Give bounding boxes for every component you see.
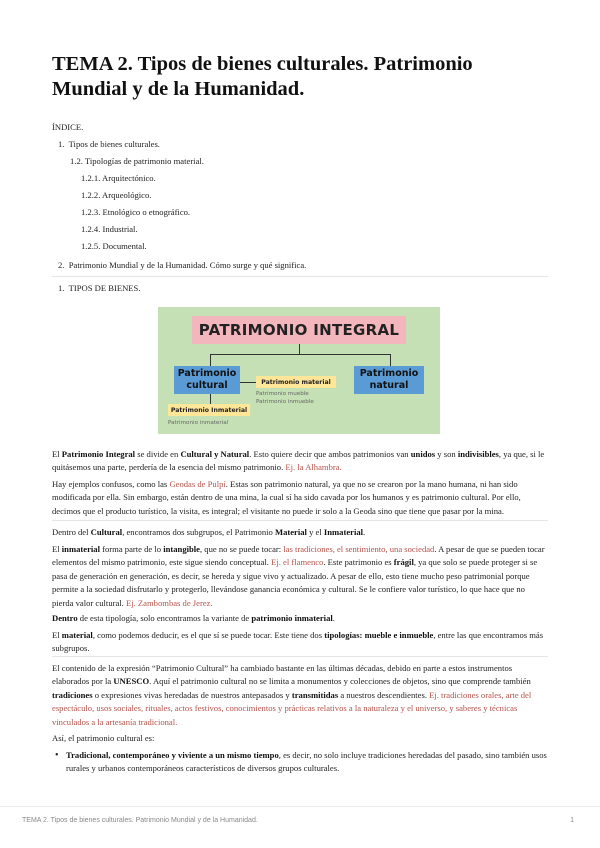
toc-item[interactable] xyxy=(58,139,160,149)
text: Dentro del xyxy=(52,527,91,537)
text: . xyxy=(332,613,335,623)
text: a nuestros descendientes. xyxy=(338,689,430,700)
text: El xyxy=(52,544,62,554)
bold-text: UNESCO xyxy=(113,676,150,687)
text: , ya que, si le quitásemos una parte, perdería de la esencia del mismo patrimonio. xyxy=(52,449,545,473)
diagram-title: PATRIMONIO INTEGRAL xyxy=(192,316,406,344)
bold-text: unidos xyxy=(410,449,436,459)
section-num: 1. xyxy=(58,283,65,293)
bold-text: Patrimonio Integral xyxy=(61,449,136,459)
example-link[interactable]: Geodas de Pulpí xyxy=(169,479,226,489)
paragraph: Así, el patrimonio cultural es: xyxy=(52,733,155,743)
material-note: Patrimonio mueble xyxy=(256,391,309,397)
toc-item[interactable] xyxy=(58,260,306,270)
paragraph xyxy=(52,526,548,539)
toc-item[interactable] xyxy=(81,224,138,234)
paragraph xyxy=(52,662,548,729)
section-text: TIPOS DE BIENES. xyxy=(68,283,141,293)
page-number: 1 xyxy=(570,817,574,824)
bold-text: Material xyxy=(274,527,307,537)
connector-line xyxy=(210,354,390,355)
example-link[interactable]: Ej. Zambombas de Jerez. xyxy=(125,597,213,608)
toc-text: Etnológico o etnográfico. xyxy=(102,207,191,217)
text: , como podemos deducir, es el que sí se puede tocar. Este tiene dos xyxy=(92,630,325,640)
text: , es decir, no solo incluye tradiciones heredadas del pasado, sino también usos rurales y urbanos contemporáneos característicos de diversos grupos culturales. xyxy=(66,750,547,774)
text: , encontramos dos subgrupos, el Patrimonio xyxy=(122,527,275,537)
toc-item[interactable] xyxy=(70,156,204,166)
footer-title: TEMA 2. Tipos de bienes culturales. Patrimonio Mundial y de la Humanidad. xyxy=(22,817,258,824)
text: . xyxy=(363,527,366,537)
bold-text: transmitidas xyxy=(291,689,339,700)
natural-box: Patrimonio natural xyxy=(354,366,424,394)
bullet-list xyxy=(52,749,548,776)
toc-text: Documental. xyxy=(102,241,147,251)
toc-item[interactable] xyxy=(81,241,147,251)
bold-text: Cultural xyxy=(90,527,123,537)
bold-text: tradiciones xyxy=(52,689,93,700)
example-link[interactable]: Ej. la Alhambra. xyxy=(285,462,342,473)
text: se divide en xyxy=(135,449,181,459)
text: , entre las que encontramos más subgrupos. xyxy=(52,630,544,654)
divider xyxy=(52,656,548,657)
bold-text: indivisibles xyxy=(457,449,499,459)
bold-text: tipologías: mueble e inmueble xyxy=(324,630,434,640)
toc-num: 1.2.4. xyxy=(81,224,101,234)
text: Hay ejemplos confusos, como las xyxy=(52,479,170,489)
connector-line xyxy=(210,354,211,366)
page-title: TEMA 2. Tipos de bienes culturales. Patrimonio Mundial y de la Humanidad. xyxy=(52,53,473,100)
bold-text: frágil xyxy=(393,557,414,568)
bold-text: Inmaterial xyxy=(323,527,364,537)
bold-text: Tradicional, contemporáneo y viviente a un mismo tiempo xyxy=(66,750,279,760)
toc-num: 2. xyxy=(58,260,65,270)
bold-text: Dentro xyxy=(52,613,78,623)
toc-text: Tipos de bienes culturales. xyxy=(68,139,160,149)
toc-num: 1. xyxy=(58,139,65,149)
material-label: Patrimonio material xyxy=(256,376,336,388)
example-link[interactable]: Ej. tradiciones orales, arte del espectáculo, usos sociales, rituales, actos festivos, conocimientos y prácticas relativos a la naturaleza y el universo, y saberes y técnicas vinculados a la artesanía tradicional. xyxy=(52,689,532,727)
text: , ya que solo se puede proteger si se pasa de generación en generación, es decir, se hereda y sigue vivo y actualizado. A pesar de ello, esto tiene mucho peso patrimonial porque permite a la sociedad disfrutarlo y protegerlo, llevándose ganancia económica y cultural. Se le confiere valor turístico, lo que hace que no pierda valor cultural. xyxy=(52,557,538,608)
text: El contenido de la expresión “Patrimonio Cultural” ha cambiado bastante en las últimas décadas, debido en parte a estos instrumentos elaborados por la xyxy=(52,663,513,687)
footer-divider xyxy=(0,806,600,807)
list-item xyxy=(52,749,548,776)
toc-item[interactable] xyxy=(81,173,156,183)
connector-line xyxy=(210,394,211,404)
text: de esta tipología, solo encontramos la variante de xyxy=(77,613,252,623)
paragraph xyxy=(52,629,548,656)
inmaterial-label: Patrimonio Inmaterial xyxy=(168,404,250,416)
material-note: Patrimonio inmueble xyxy=(256,399,314,405)
text: , que no se puede tocar: xyxy=(200,544,284,554)
page-footer xyxy=(22,817,574,824)
text: . Estas son patrimonio natural, ya que no se crearon por la mano humana, ni han sido modificada por ella. Sin embargo, están dentro de una mina, la cual sí ha sido cavada por los humanos y es patrimonio cultural. Por ello, decimos que el producto turístico, la visita, es integral; el visitante no puede ir solo a la Geoda sino que tiene que pasar por la mina. xyxy=(52,479,521,516)
text: El xyxy=(52,449,62,459)
toc-num: 1.2. xyxy=(70,156,83,166)
text: El xyxy=(52,630,62,640)
text: o expresiones vivas heredadas de nuestros antepasados y xyxy=(92,689,292,700)
bold-text: material xyxy=(61,630,93,640)
index-heading: ÍNDICE. xyxy=(52,122,84,132)
toc-num: 1.2.5. xyxy=(81,241,101,251)
paragraph xyxy=(52,478,548,518)
toc-text: Arquitectónico. xyxy=(102,173,156,183)
toc-item[interactable] xyxy=(81,190,151,200)
patrimonio-diagram xyxy=(158,307,440,434)
connector-line xyxy=(299,344,300,354)
toc-text: Industrial. xyxy=(102,224,138,234)
toc-num: 1.2.3. xyxy=(81,207,101,217)
text: . Este patrimonio es xyxy=(323,557,394,568)
text: forma parte de lo xyxy=(99,544,164,554)
text: y son xyxy=(435,449,458,459)
bold-text: patrimonio inmaterial xyxy=(251,613,333,623)
text: . Esto quiere decir que ambos patrimonios van xyxy=(249,449,411,459)
inmaterial-note: Patrimonio inmaterial xyxy=(168,420,229,426)
bold-text: intangible xyxy=(163,544,200,554)
example-link[interactable]: las tradiciones, el sentimiento, una sociedad xyxy=(283,544,435,554)
text: . Aquí el patrimonio cultural no se limita a monumentos y colecciones de objetos, sino que comprende también xyxy=(149,676,531,687)
toc-text: Arqueológico. xyxy=(102,190,152,200)
paragraph xyxy=(52,612,548,625)
paragraph xyxy=(52,543,548,610)
divider xyxy=(52,520,548,521)
section-heading xyxy=(58,283,140,293)
text: y el xyxy=(306,527,324,537)
example-link[interactable]: Ej. el flamenco xyxy=(271,557,324,568)
toc-text: Patrimonio Mundial y de la Humanidad. Cómo surge y qué significa. xyxy=(68,260,307,270)
paragraph xyxy=(52,448,548,475)
bold-text: inmaterial xyxy=(61,544,100,554)
toc-num: 1.2.1. xyxy=(81,173,101,183)
text: . A pesar de que se pueden tocar elementos del mismo patrimonio, este sigue siendo conceptual. xyxy=(52,544,545,568)
toc-text: Tipologías de patrimonio material. xyxy=(84,156,204,166)
toc-item[interactable] xyxy=(81,207,190,217)
bold-text: Cultural y Natural xyxy=(180,449,250,459)
connector-line xyxy=(390,354,391,366)
cultural-box: Patrimonio cultural xyxy=(174,366,240,394)
connector-line xyxy=(240,382,256,383)
divider xyxy=(52,276,548,277)
toc-num: 1.2.2. xyxy=(81,190,101,200)
